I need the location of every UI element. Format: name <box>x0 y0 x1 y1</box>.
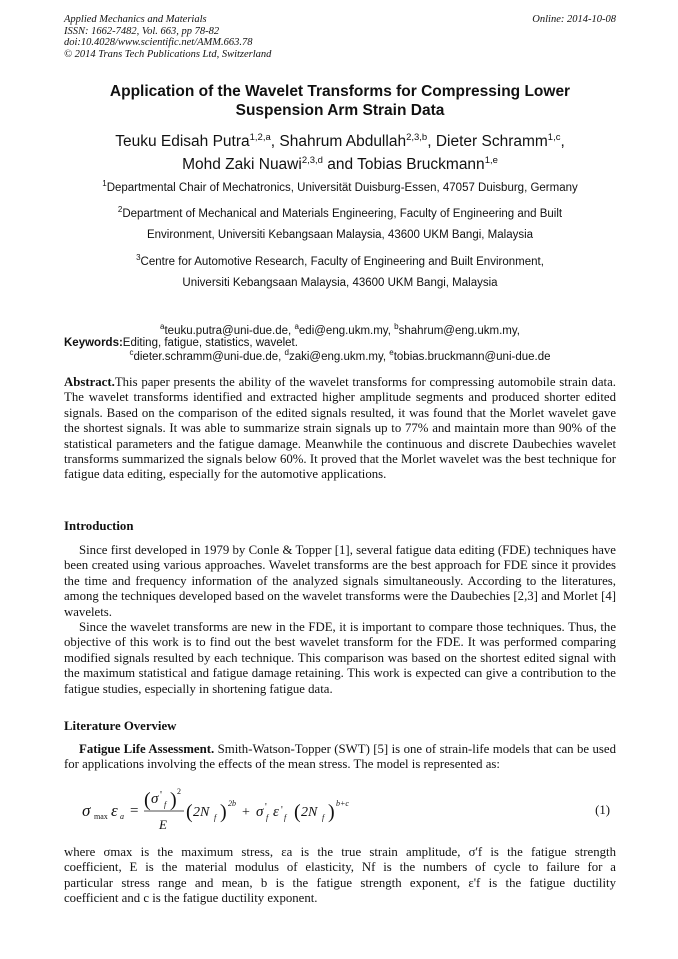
subsection-label: Fatigue Life Assessment. <box>79 742 215 756</box>
author-separator: , <box>560 133 565 151</box>
journal-name: Applied Mechanics and Materials <box>64 14 207 25</box>
introduction-body <box>64 543 616 697</box>
email-link[interactable]: dieter.schramm@uni-due.de, <box>133 350 285 363</box>
doi-line: doi:10.4028/www.scientific.net/AMM.663.78 <box>64 37 253 49</box>
eq-prime-2: ' <box>265 802 267 813</box>
eq-f-sub-num: f <box>164 800 167 809</box>
journal-header <box>64 14 616 60</box>
eq-epsilon: ε <box>111 801 118 820</box>
where-line-1: where σmax is the maximum stress, εa is the true strain amplitude, σ'f is the fatigue strength <box>64 845 616 859</box>
affil-text: Centre for Automotive Research, Faculty of Engineering and Built Environment, <box>140 255 544 268</box>
keywords-text: Editing, fatigue, statistics, wavelet. <box>122 337 298 349</box>
eq-f-sub-4: f <box>322 813 325 822</box>
email-link[interactable]: zaki@eng.ukm.my, <box>288 350 390 363</box>
eq-prime-3: ' <box>281 805 283 816</box>
eq-rparen-1: ) <box>220 801 227 823</box>
eq-exp-2b: 2b <box>228 799 236 808</box>
eq-epsilon-2: ε <box>273 804 279 820</box>
author-separator: , <box>427 133 436 151</box>
author-affil-sup: 2,3,d <box>301 155 323 167</box>
emails-line-1 <box>64 295 616 343</box>
author-separator: and <box>322 156 358 174</box>
affiliation-2 <box>64 199 616 225</box>
literature-paragraph-1: Smith-Watson-Topper (SWT) [5] is one of strain-life models that can be used for applications involving the effects of the mean stress. The model is represented as: <box>64 742 616 772</box>
where-line-2: coefficient, E is the material modulus of elasticity, Nf is the numbers of cycle to failure for a <box>64 860 616 875</box>
intro-paragraph-2: Since the wavelet transforms are new in the FDE, it is important to compare those techniques. Thus, the objective of this work is to find out the best wavelet transform for the FDE. It was performed comparing modified signals resulted by each technique. This comparison was based on the shortest edited signal with the maximum statistical and fatigue damage retaining. This work is expected can give a contribution to the fatigue studies, especially in shortening fatigue data. <box>64 620 616 696</box>
title-line-2: Suspension Arm Strain Data <box>235 102 445 119</box>
author-name: Dieter Schramm <box>435 133 548 151</box>
eq-lparen-1: ( <box>186 801 193 823</box>
eq-lparen-2: ( <box>294 801 301 823</box>
eq-prime-num: ' <box>160 789 162 801</box>
email-sup: a <box>294 321 299 331</box>
eq-sigma-2: σ <box>256 804 264 820</box>
eq-rparen-2: ) <box>328 801 335 823</box>
email-sup: a <box>160 321 165 331</box>
equation-number: (1) <box>595 803 610 817</box>
paper-title <box>64 82 616 120</box>
email-sup: e <box>389 348 394 358</box>
title-line-1: Application of the Wavelet Transforms for Compressing Lower <box>109 83 571 100</box>
affil-sup: 3 <box>136 252 141 262</box>
author-line-2 <box>64 151 616 174</box>
keywords-line <box>64 337 616 349</box>
author-name: Teuku Edisah Putra <box>115 133 250 151</box>
author-affil-sup: 1,2,a <box>249 132 271 143</box>
where-line-4: coefficient and c is the fatigue ductility exponent. <box>64 891 318 906</box>
email-sup: c <box>129 348 134 358</box>
eq-a-sub: a <box>120 812 124 821</box>
eq-f-sub-1: f <box>214 813 217 822</box>
affil-text: Department of Mechanical and Materials Engineering, Faculty of Engineering and Built <box>122 208 563 221</box>
author-line-1 <box>64 128 616 151</box>
where-paragraph <box>64 845 616 907</box>
affil-sup: 1 <box>102 179 107 188</box>
abstract <box>64 375 616 483</box>
eq-plus: + <box>242 805 250 820</box>
introduction-heading: Introduction <box>64 519 134 533</box>
email-sup: b <box>394 321 399 331</box>
affil-sup: 2 <box>117 205 123 215</box>
author-name: Shahrum Abdullah <box>279 133 407 151</box>
eq-f-sub-2: f <box>266 813 269 822</box>
eq-equals: = <box>130 803 139 819</box>
copyright-line: © 2014 Trans Tech Publications Ltd, Switzerland <box>64 48 272 60</box>
author-affil-sup: 1,e <box>484 155 498 167</box>
eq-E: E <box>159 817 167 832</box>
eq-exp-bc: b+c <box>336 799 349 808</box>
eq-2N-1: 2N <box>193 805 210 820</box>
author-separator: , <box>270 133 280 151</box>
affil-text: Departmental Chair of Mechatronics, Universität Duisburg-Essen, 47057 Duisburg, Germany <box>106 181 578 194</box>
eq-f-sub-3: f <box>284 813 287 822</box>
issn-line: ISSN: 1662-7482, Vol. 663, pp 78-82 <box>64 25 220 37</box>
email-link[interactable]: tobias.bruckmann@uni-due.de <box>393 350 551 363</box>
eq-lparen-num: ( <box>144 789 151 811</box>
email-link[interactable]: teuku.putra@uni-due.de, <box>164 324 295 337</box>
email-link[interactable]: shahrum@eng.ukm.my, <box>398 324 520 337</box>
email-link[interactable]: edi@eng.ukm.my, <box>298 324 395 337</box>
author-affil-sup: 1,c <box>547 132 561 143</box>
literature-heading: Literature Overview <box>64 719 177 733</box>
email-sup: d <box>284 348 289 358</box>
online-date: Online: 2014-10-08 <box>532 14 616 25</box>
keywords-label: Keywords: <box>64 337 123 349</box>
eq-sigma: σ <box>82 801 91 820</box>
affiliation-1 <box>64 173 616 199</box>
author-name: Tobias Bruckmann <box>357 156 485 174</box>
affiliation-2-cont: Environment, Universiti Kebangsaan Malaysia, 43600 UKM Bangi, Malaysia <box>146 229 534 242</box>
eq-2N-2: 2N <box>301 805 318 820</box>
affiliation-3-cont: Universiti Kebangsaan Malaysia, 43600 UKM Bangi, Malaysia <box>182 277 498 290</box>
where-line-3: particular stress range and mean, b is the fatigue strength exponent, ε'f is the fatigue ductility <box>64 875 616 890</box>
abstract-text: This paper presents the ability of the wavelet transforms for compressing automobile strain data. The wavelet transforms identified and extracted higher amplitude segments and produced shorter edited signals. Based on the comparison of the edited signals resulted, it was found that the Morlet wavelet gave the shortest signals. It was able to summarize strain signals up to 77% and maintain more than 90% of the statistical parameters and the fatigue damage. Meanwhile the continuous and discrete Daubechies wavelet transforms summarized the signals below 60%. It proved that the Morlet wavelet was the best technique for fatigue data editing, especially for the automotive applications. <box>64 375 616 482</box>
affiliation-3 <box>64 247 616 273</box>
abstract-label: Abstract. <box>64 375 115 389</box>
author-affil-sup: 2,3,b <box>406 132 428 143</box>
swt-equation <box>80 784 520 836</box>
intro-paragraph-1: Since first developed in 1979 by Conle & Topper [1], several fatigue data editing (FDE) techniques have been created using various approaches. Wavelet transforms are the best approach for FDE since it provides the time and frequency information of the analyzed signals simultaneously. According to the literatures, among the techniques developed based on the wavelet transforms were the Daubechies [2,3] and Morlet [4] wavelets. <box>64 543 616 619</box>
literature-body <box>64 742 616 773</box>
eq-sigma-num: σ <box>151 791 159 807</box>
eq-square: 2 <box>177 787 181 796</box>
equation-1 <box>80 784 616 834</box>
author-name: Mohd Zaki Nuawi <box>182 156 302 174</box>
author-list <box>64 128 616 174</box>
eq-rparen-num: ) <box>170 789 177 811</box>
eq-max-sub: max <box>94 812 108 821</box>
